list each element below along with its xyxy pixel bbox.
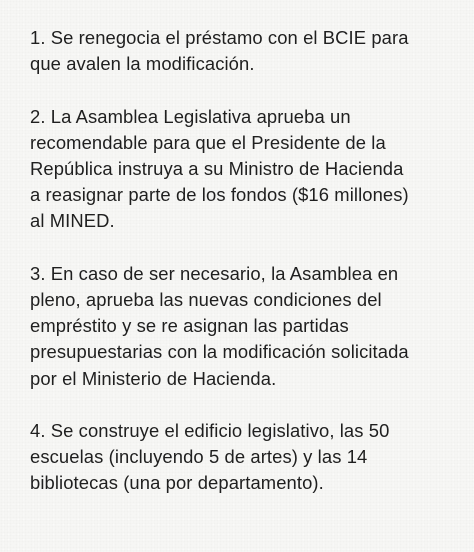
text-line: recomendable para que el Presidente de la — [30, 131, 386, 153]
text-line: empréstito y se re asignan las partidas — [30, 315, 349, 337]
text-line: 4. Se construye el edificio legislativo, las 50 — [30, 420, 390, 441]
text-line: República instruya a su Ministro de Hacienda — [30, 158, 404, 179]
text-line: pleno, aprueba las nuevas condiciones del — [30, 289, 382, 310]
text-line: bibliotecas (una por departamento). — [30, 472, 324, 494]
text-line: escuelas (incluyendo 5 de artes) y las 14 — [30, 446, 368, 468]
text-line: presupuestarias con la modificación solicitada — [30, 341, 409, 363]
paragraph-4 — [30, 418, 460, 497]
paragraph-3 — [30, 261, 460, 392]
text-line: 2. La Asamblea Legislativa aprueba un — [30, 105, 351, 127]
note-text — [30, 25, 460, 497]
text-line: que avalen la modificación. — [30, 53, 255, 75]
paragraph-2 — [30, 104, 460, 235]
text-line: por el Ministerio de Hacienda. — [30, 367, 277, 389]
text-line: 1. Se renegocia el préstamo con el BCIE para — [30, 27, 409, 48]
text-line: 3. En caso de ser necesario, la Asamblea en — [30, 262, 399, 284]
text-line: al MINED. — [30, 210, 115, 232]
text-line: a reasignar parte de los fondos ($16 millones) — [30, 184, 409, 206]
paragraph-1 — [30, 25, 460, 77]
